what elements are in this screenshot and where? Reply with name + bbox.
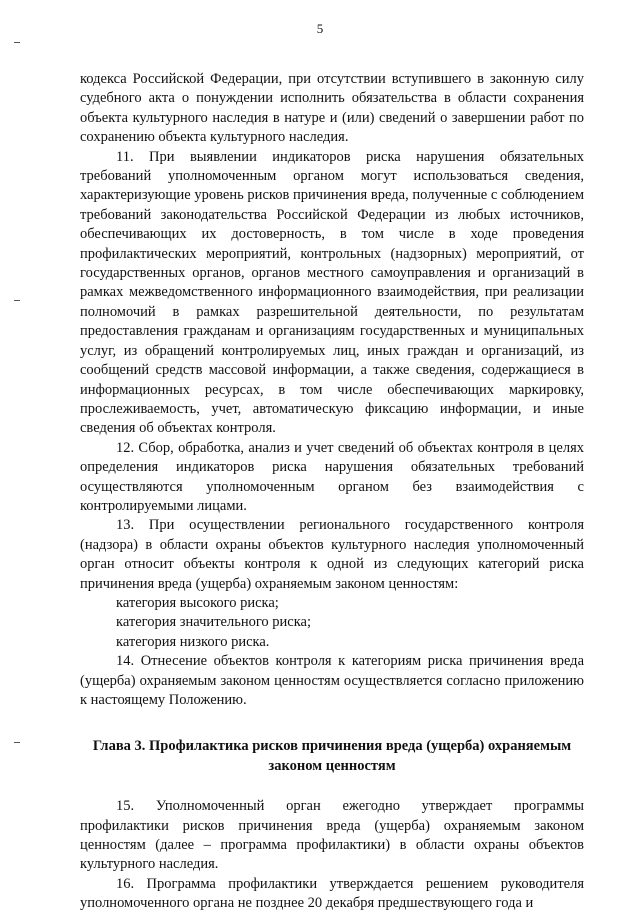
margin-mark <box>14 42 20 43</box>
risk-category-high: категория высокого риска; <box>116 594 279 611</box>
paragraph-16: 16. Программа профилактики утверждается решением руководителя уполномоченного органа не позднее 20 декабря предшествующего года и <box>80 875 584 912</box>
margin-mark <box>14 300 20 301</box>
chapter-heading: Глава 3. Профилактика рисков причинения вреда (ущерба) охраняемым законом ценностям <box>92 738 572 774</box>
paragraph-11: 11. При выявлении индикаторов риска нарушения обязательных требований уполномоченным органом могут использоваться сведения, характеризующие уровень рисков причинения вреда, полученные с соблюдением требований законодательства Российской Федерации из любых источников, обеспечивающих их достоверность, в том числе в ходе проведения профилактических мероприятий, контрольных (надзорных) мероприятий, от государственных органов, органов местного самоуправления и организаций в рамках межведомственного информационного взаимодействия, при реализации полномочий в рамках разрешительной деятельности, по результатам предоставления гражданам и организациям государственных и муниципальных услуг, из обращений контролируемых лиц, иных граждан и организаций, из сообщений средств массовой информации, а также сведения, содержащиеся в информационных ресурсах, в том числе обеспечивающих маркировку, прослеживаемость, учет, автоматическую фиксацию информации, и иные сведения об объектах контроля. <box>80 148 584 437</box>
margin-mark <box>14 742 20 743</box>
paragraph-13: 13. При осуществлении регионального государственного контроля (надзора) в области охраны объектов культурного наследия уполномоченный орган относит объекты контроля к одной из следующих категорий риска причинения вреда (ущерба) охраняемым законом ценностям: <box>80 517 584 592</box>
document-body <box>80 70 584 914</box>
risk-category-low: категория низкого риска. <box>116 633 270 650</box>
paragraph-12: 12. Сбор, обработка, анализ и учет сведений об объектах контроля в целях определения индикаторов риска нарушения обязательных требований осуществляются уполномоченным органом без взаимодействия с контролируемыми лицами. <box>80 439 584 514</box>
paragraph-continuation: кодекса Российской Федерации, при отсутствии вступившего в законную силу судебного акта о понуждении исполнить обязательства в области сохранения объекта культурного наследия в натуре и (или) сведений о завершении работ по сохранению объекта культурного наследия. <box>80 71 584 146</box>
page-number: 5 <box>316 21 324 36</box>
risk-category-significant: категория значительного риска; <box>116 614 312 631</box>
paragraph-15: 15. Уполномоченный орган ежегодно утверждает программы профилактики рисков причинения вреда (ущерба) охраняемым законом ценностям (далее – программа профилактики) в области охраны объектов культурного наследия. <box>80 798 584 873</box>
paragraph-14: 14. Отнесение объектов контроля к категориям риска причинения вреда (ущерба) охраняемым законом ценностям осуществляется согласно приложению к настоящему Положению. <box>80 653 584 708</box>
